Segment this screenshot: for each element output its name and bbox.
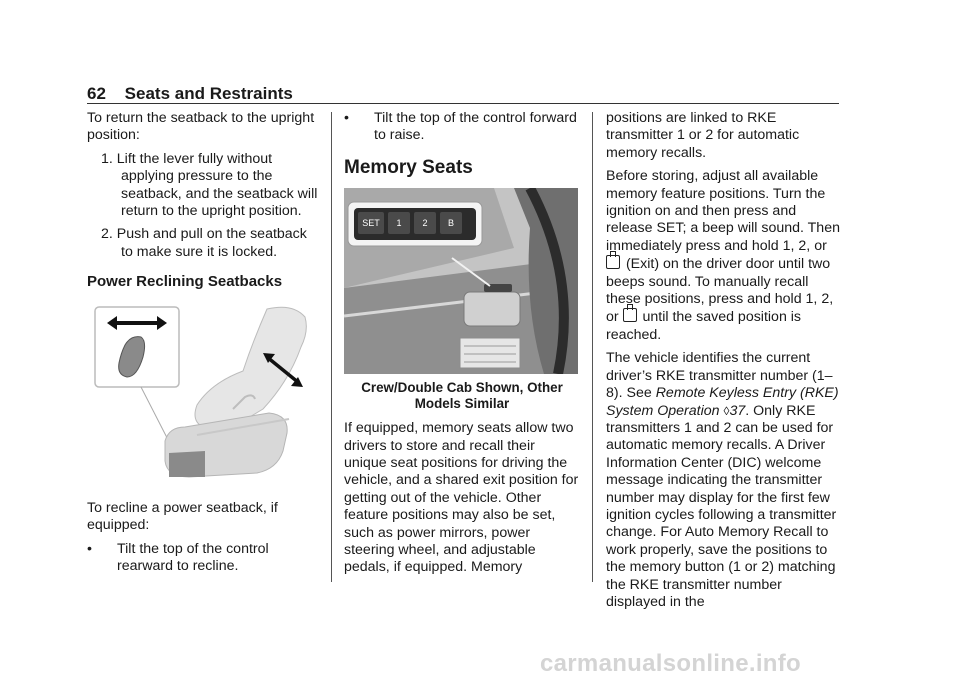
memory-body: If equipped, memory seats allow two drivers to store and recall their unique seat positions for driving the vehicle, and a shared exit position for getting out of the vehicle. Other feature positions may also be set, such as power mirrors, power steering wheel, and adjustable pedals, if equipped. Memory <box>344 420 579 576</box>
exit-icon <box>623 308 637 322</box>
recline-intro: To recline a power seatback, if equipped: <box>87 500 278 534</box>
step-1: 1. Lift the lever fully without applying pressure to the seatback, and the seatback will return to the upright position. <box>101 150 318 220</box>
bullet-glyph: • <box>344 110 349 126</box>
exit-icon <box>606 255 620 269</box>
memory-exit-button[interactable]: B <box>440 212 462 234</box>
memory-set-button[interactable]: SET <box>358 212 384 234</box>
para-storing <box>606 168 840 344</box>
header-rule <box>87 103 839 104</box>
bullet-raise-text: Tilt the top of the control forward to raise. <box>374 110 577 144</box>
para-linked: positions are linked to RKE transmitter 1 or 2 for automatic memory recalls. <box>606 110 800 161</box>
watermark: carmanualsonline.info <box>540 650 802 677</box>
memory-2-button[interactable]: 2 <box>414 212 436 234</box>
bullet-recline-text: Tilt the top of the control rearward to recline. <box>117 540 269 575</box>
bullet-glyph: • <box>87 540 92 557</box>
rke-page-ref[interactable]: 37 <box>729 402 746 419</box>
column-divider <box>331 112 332 582</box>
para-identify-b: . Only RKE transmitters 1 and 2 can be used for automatic memory recalls. A Driver Information Center (DIC) welcome message indicating the transmitter number may display for the first few ignition cycles following a transmitter change. For Auto Memory Recall to work properly, save the positions to the memory button (1 or 2) matching the RKE transmitter number displayed in the <box>606 402 837 610</box>
section-heading: Memory Seats <box>344 156 473 178</box>
section-title: Seats and Restraints <box>124 84 293 103</box>
para-identify <box>606 350 840 611</box>
door-illustration <box>344 188 578 374</box>
page-number: 62 <box>87 84 106 103</box>
column-1 <box>87 110 321 582</box>
intro-text: To return the seatback to the upright position: <box>87 110 315 144</box>
section-heading: Power Reclining Seatbacks <box>87 273 283 291</box>
rke-link[interactable]: Remote Keyless Entry (RKE) System Operation <box>606 385 839 419</box>
para-storing-b: (Exit) on the driver door until two beeps sound. To manually recall these positions, press and hold 1, 2, or <box>606 256 834 326</box>
page-ref-icon: ◊ <box>723 403 730 418</box>
figure-caption: Crew/Double Cab Shown, Other Models Similar <box>361 380 563 412</box>
page-header <box>87 84 293 104</box>
column-3 <box>606 110 840 617</box>
seat-illustration <box>93 301 321 490</box>
memory-buttons <box>358 212 462 234</box>
para-identify-a: The vehicle identifies the current driver’s RKE transmitter number (1–8). See <box>606 350 833 402</box>
bullet-recline <box>87 541 321 576</box>
column-divider <box>592 112 593 582</box>
column-2 <box>344 110 580 583</box>
para-storing-a: Before storing, adjust all available memory feature positions. Turn the ignition on and then press and release SET; a beep will sound. Then immediately press and hold 1, 2, or <box>606 168 840 254</box>
para-storing-c: until the saved position is reached. <box>606 309 802 343</box>
memory-1-button[interactable]: 1 <box>388 212 410 234</box>
bullet-raise <box>344 110 580 145</box>
step-2: 2. Push and pull on the seatback to make sure it is locked. <box>101 226 307 260</box>
